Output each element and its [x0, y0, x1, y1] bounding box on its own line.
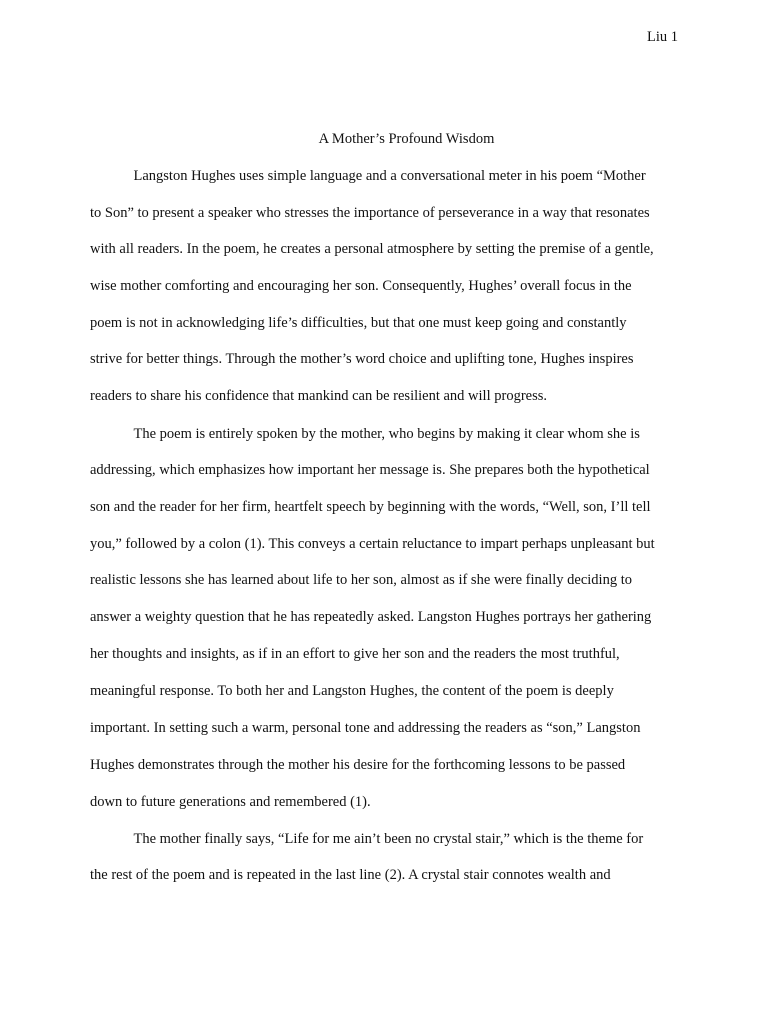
body-line: strive for better things. Through the mother’s word choice and uplifting tone, Hughes inspires	[90, 351, 634, 367]
body-line: poem is not in acknowledging life’s difficulties, but that one must keep going and constantly	[90, 315, 627, 331]
body-line: down to future generations and remembered (1).	[90, 794, 371, 810]
body-line: son and the reader for her firm, heartfelt speech by beginning with the words, “Well, son, I’ll tell	[90, 499, 651, 515]
body-line: The poem is entirely spoken by the mother, who begins by making it clear whom she is	[90, 426, 640, 442]
body-line: addressing, which emphasizes how important her message is. She prepares both the hypothetical	[90, 462, 650, 478]
body-line: important. In setting such a warm, personal tone and addressing the readers as “son,” Langston	[90, 720, 641, 736]
body-line: Langston Hughes uses simple language and a conversational meter in his poem “Mother	[90, 168, 646, 184]
page-header: Liu 1	[646, 29, 678, 45]
body-line: you,” followed by a colon (1). This conveys a certain reluctance to impart perhaps unpleasant but	[90, 536, 655, 552]
body-line: readers to share his confidence that mankind can be resilient and will progress.	[90, 388, 547, 404]
body-line: the rest of the poem and is repeated in the last line (2). A crystal stair connotes wealth and	[90, 867, 611, 883]
body-line: wise mother comforting and encouraging her son. Consequently, Hughes’ overall focus in the	[90, 278, 632, 294]
body-line: realistic lessons she has learned about life to her son, almost as if she were finally deciding to	[90, 572, 632, 588]
body-line: her thoughts and insights, as if in an effort to give her son and the readers the most truthful,	[90, 646, 620, 662]
body-line: The mother finally says, “Life for me ain’t been no crystal stair,” which is the theme for	[90, 831, 644, 847]
body-line: with all readers. In the poem, he creates a personal atmosphere by setting the premise of a gentle,	[90, 241, 654, 257]
body-line: meaningful response. To both her and Langston Hughes, the content of the poem is deeply	[90, 683, 614, 699]
body-line: answer a weighty question that he has repeatedly asked. Langston Hughes portrays her gathering	[90, 609, 652, 625]
body-line: Hughes demonstrates through the mother his desire for the forthcoming lessons to be passed	[90, 757, 626, 773]
document-title: A Mother’s Profound Wisdom	[318, 131, 495, 147]
body-line: to Son” to present a speaker who stresses the importance of perseverance in a way that resonates	[90, 205, 650, 221]
